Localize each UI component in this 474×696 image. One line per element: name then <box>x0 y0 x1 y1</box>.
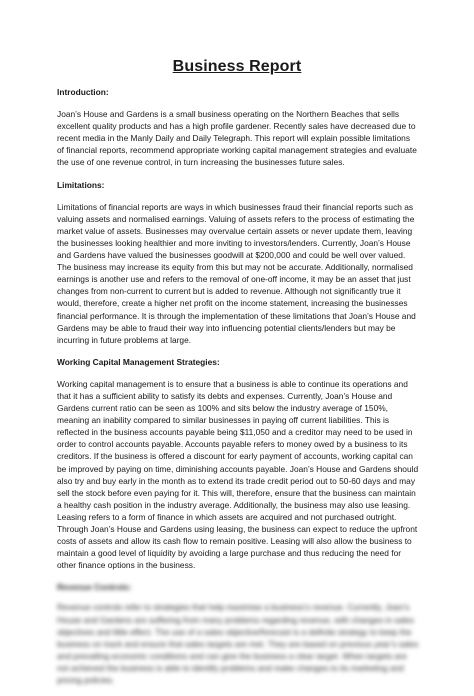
section-heading-revenue-controls: Revenue Controls: <box>57 582 132 593</box>
section-text-introduction: Joan’s House and Gardens is a small business operating on the Northern Beaches that sells excellent quality products and has a high profile gardener. Recently sales have decreased due to recent media in the Manly Daily and Daily Telegraph. This report will explain possible limitations of financial reports, recommend appropriate working capital management strategies and evaluate the use of one revenue control, in turn increasing the businesses future sales. <box>57 109 417 168</box>
section-heading-limitations: Limitations: <box>57 179 105 190</box>
section-text-working-capital: Working capital management is to ensure that a business is able to continue its operations and that it has a sufficient ability to satisfy its debts and expenses. Currently, Joan’s House and Gardens current ratio can be seen as 100% and sits below the industry average of 150%, meaning an inability compared to similar businesses in paying off current liabilities. This is reflected in the business accounts payable being $11,050 and a creditor may need to be used in order to control accounts payable. Accounts payable refers to money owed by a business to its creditors. If the business is offered a discount for early payment of accounts, working capital can be improved by paying on time, diminishing accounts payable. Joan’s House and Gardens should also try and buy early in the month as to extend its trade credit period out to 50-60 days and may sell the stock before even paying for it. This will, therefore, ensure that the business can maintain a healthy cash position in the industry average. Additionally, the business may also use leasing. Leasing refers to a form of finance in which assets are acquired and not purchased outright. Through Joan’s House and Gardens using leasing, the business can expect to reduce the upfront costs of assets and allow its cash flow to remain positive. Leasing will also allow the business to maintain a good level of liquidity by avoiding a large purchase and thus reducing the need for other finance options in the business. <box>57 378 419 571</box>
report-body <box>57 86 419 696</box>
section-heading-working-capital: Working Capital Management Strategies: <box>57 356 220 367</box>
section-text-limitations: Limitations of financial reports are ways in which businesses fraud their financial reports such as valuing assets and normalised earnings. Valuing of assets refers to the process of estimating the market value of assets. Businesses may overvalue certain assets or never update them, leaving the businesses looking healthier and more inviting to investors/lenders. Currently, Joan’s House and Gardens have valued the businesses goodwill at $200,000 and could be well over valued. The business may increase its equity from this but may not be accurate. Additionally, normalised earnings is another use and refers to the removal of one-off income, it may be an asset that just changes from non-current to current but is added to revenue. Although not significantly true it would, therefore, create a higher net profit on the income statement, increasing the businesses financial performance. It is through the implementation of these limitations that Joan’s House and Gardens may be able to fraud their way into influencing potential clients/lenders but may be incurring in future problems at large. <box>57 201 416 345</box>
section-heading-introduction: Introduction: <box>57 87 109 97</box>
section-text-revenue-controls: Revenue controls refer to strategies that help maximise a business’s revenue. Currently, Joan’s House and Gardens are suffering from many problems regarding revenue, with changes in sales objectives and little effect. The use of a sales objective/forecast is a definite strategy to keep the business on track and ensure that sales targets are met. They are based on previous year’s sales and prevailing economic conditions and can give the business a clear target. When targets are not achieved the business is able to identify problems and make changes to its marketing and pricing policies. <box>57 602 419 686</box>
blurred-preview-section <box>57 581 419 686</box>
report-title: Business Report <box>172 58 302 75</box>
